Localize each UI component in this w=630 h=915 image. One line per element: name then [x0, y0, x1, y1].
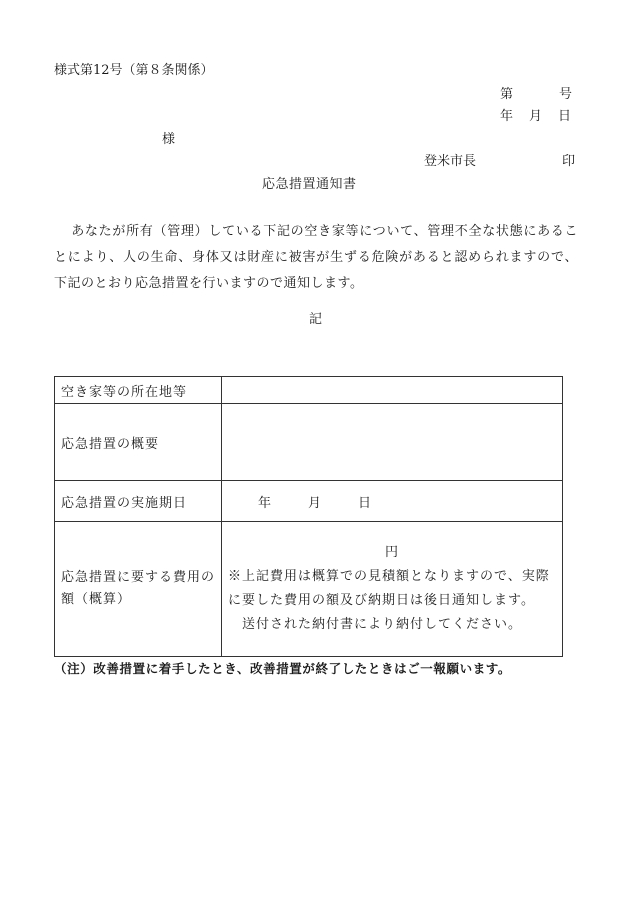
table-row — [55, 522, 563, 657]
issuer-line — [424, 155, 575, 168]
date-year: 年 — [500, 109, 514, 124]
addressee: 様 — [162, 132, 176, 147]
number-prefix: 第 — [500, 87, 514, 102]
date-label: 応急措置の実施期日 — [55, 481, 222, 522]
details-table — [54, 376, 563, 657]
row-month: 月 — [308, 495, 323, 511]
location-label: 空き家等の所在地等 — [55, 377, 222, 404]
form-number: 様式第12号（第８条関係） — [54, 63, 214, 78]
date-value — [222, 481, 563, 522]
number-suffix: 号 — [559, 87, 573, 102]
document-number — [500, 88, 572, 101]
payment-note-text: 送付された納付書により納付してください。 — [242, 617, 523, 632]
seal-mark: 印 — [562, 154, 576, 169]
yen-unit: 円 — [384, 545, 399, 560]
ki-heading: 記 — [309, 312, 323, 327]
date-month: 月 — [529, 109, 543, 124]
issue-date — [500, 110, 571, 123]
cost-note: ※上記費用は概算での見積額となりますので、実際に要した費用の額及び納期日は後日通知します。 — [228, 569, 550, 608]
body-paragraph — [54, 219, 578, 297]
summary-label: 応急措置の概要 — [55, 404, 222, 481]
table-row — [55, 377, 563, 404]
body-text: あなたが所有（管理）している下記の空き家等について、管理不全な状態にあることにより、人の生命、身体又は財産に被害が生ずる危険があると認められますので、下記のとおり応急措置を行いますので通知します。 — [54, 224, 578, 291]
payment-note — [228, 613, 556, 637]
footnote: （注）改善措置に着手したとき、改善措置が終了したときはご一報願います。 — [54, 661, 512, 676]
table-row — [55, 404, 563, 481]
document-title: 応急措置通知書 — [262, 177, 357, 192]
location-value — [222, 377, 563, 404]
issuer-name: 登米市長 — [424, 154, 477, 169]
row-day: 日 — [358, 495, 373, 511]
date-day: 日 — [558, 109, 572, 124]
row-year: 年 — [258, 495, 273, 511]
table-row — [55, 481, 563, 522]
cost-value — [222, 522, 563, 657]
summary-value — [222, 404, 563, 481]
cost-label: 応急措置に要する費用の額（概算） — [55, 522, 222, 657]
